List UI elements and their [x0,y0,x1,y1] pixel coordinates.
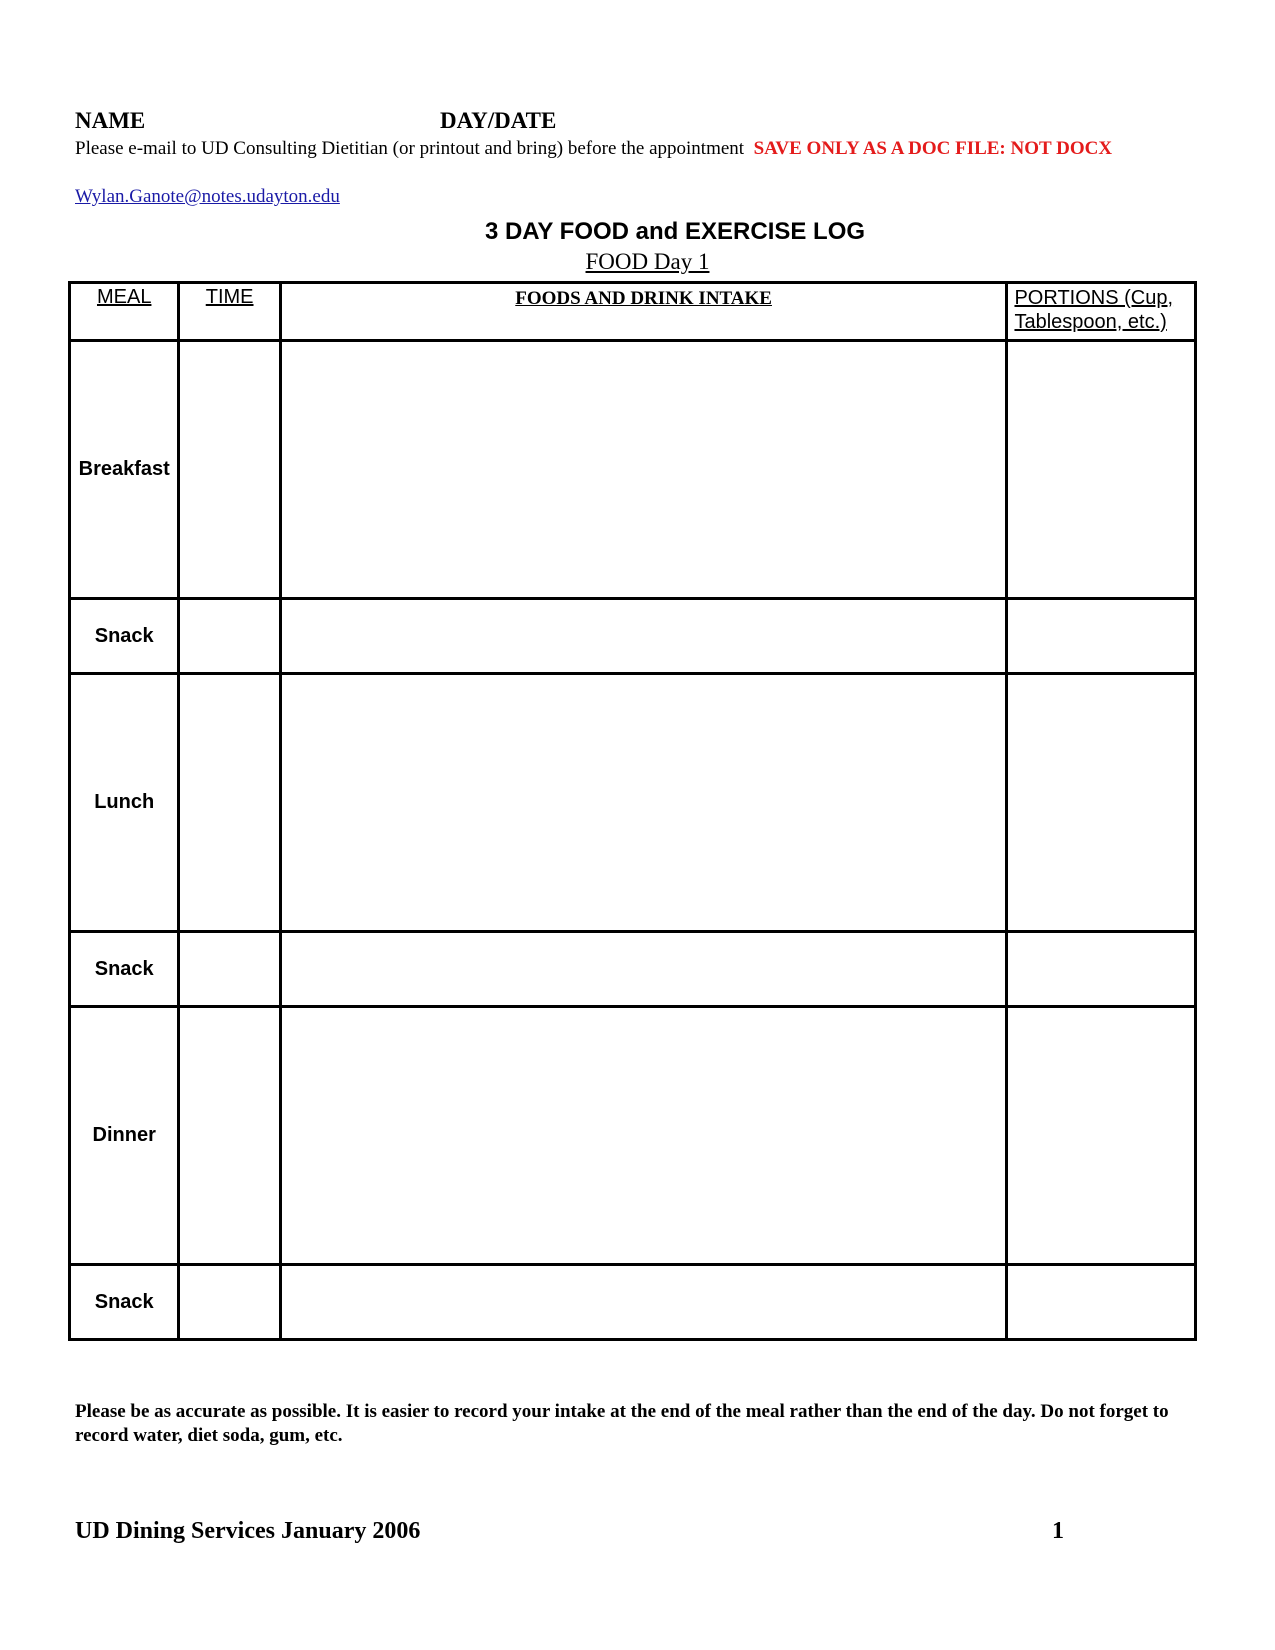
table-row [70,1265,1196,1340]
portions-cell[interactable] [1007,1007,1196,1265]
day-date-label: DAY/DATE [440,108,557,133]
time-column-header: TIME [179,283,280,341]
dietitian-email-link[interactable]: Wylan.Ganote@notes.udayton.edu [75,186,340,207]
meal-label-snack: Snack [70,599,179,674]
instructions [75,137,1185,161]
portions-cell[interactable] [1007,599,1196,674]
table-row [70,1007,1196,1265]
meal-label-lunch: Lunch [70,674,179,932]
time-cell[interactable] [179,674,280,932]
instruction-text: Please e-mail to UD Consulting Dietitian (or printout and bring) before the appointment [75,138,745,159]
time-cell[interactable] [179,599,280,674]
page-title: 3 DAY FOOD and EXERCISE LOG [484,218,866,245]
table-row [70,674,1196,932]
portions-column-header: PORTIONS (Cup, Tablespoon, etc.) [1007,283,1196,341]
meal-label-dinner: Dinner [70,1007,179,1265]
foods-column-header: FOODS AND DRINK INTAKE [280,283,1007,341]
foods-cell[interactable] [280,599,1007,674]
portions-cell[interactable] [1007,1265,1196,1340]
time-cell[interactable] [179,932,280,1007]
page-subtitle: FOOD Day 1 [585,249,710,274]
foods-cell[interactable] [280,341,1007,599]
name-label: NAME [75,108,146,133]
time-cell[interactable] [179,1007,280,1265]
accuracy-note: Please be as accurate as possible. It is easier to record your intake at the end of the meal rather than the end of the day. Do not forget to record water, diet soda, gum, etc. [75,1401,1169,1446]
table-row [70,932,1196,1007]
foods-cell[interactable] [280,1265,1007,1340]
food-log-table [68,281,1197,1341]
meal-label-snack: Snack [70,932,179,1007]
foods-cell[interactable] [280,674,1007,932]
meal-label-breakfast: Breakfast [70,341,179,599]
table-row [70,341,1196,599]
portions-cell[interactable] [1007,932,1196,1007]
time-cell[interactable] [179,1265,280,1340]
portions-cell[interactable] [1007,341,1196,599]
table-header-row [70,283,1196,341]
meal-column-header: MEAL [70,283,179,341]
foods-cell[interactable] [280,932,1007,1007]
page-number: 1 [1052,1518,1064,1544]
foods-cell[interactable] [280,1007,1007,1265]
table-row [70,599,1196,674]
file-format-warning: SAVE ONLY AS A DOC FILE: NOT DOCX [753,138,1113,159]
meal-label-snack: Snack [70,1265,179,1340]
footer-text: UD Dining Services January 2006 [75,1518,421,1544]
portions-cell[interactable] [1007,674,1196,932]
time-cell[interactable] [179,341,280,599]
